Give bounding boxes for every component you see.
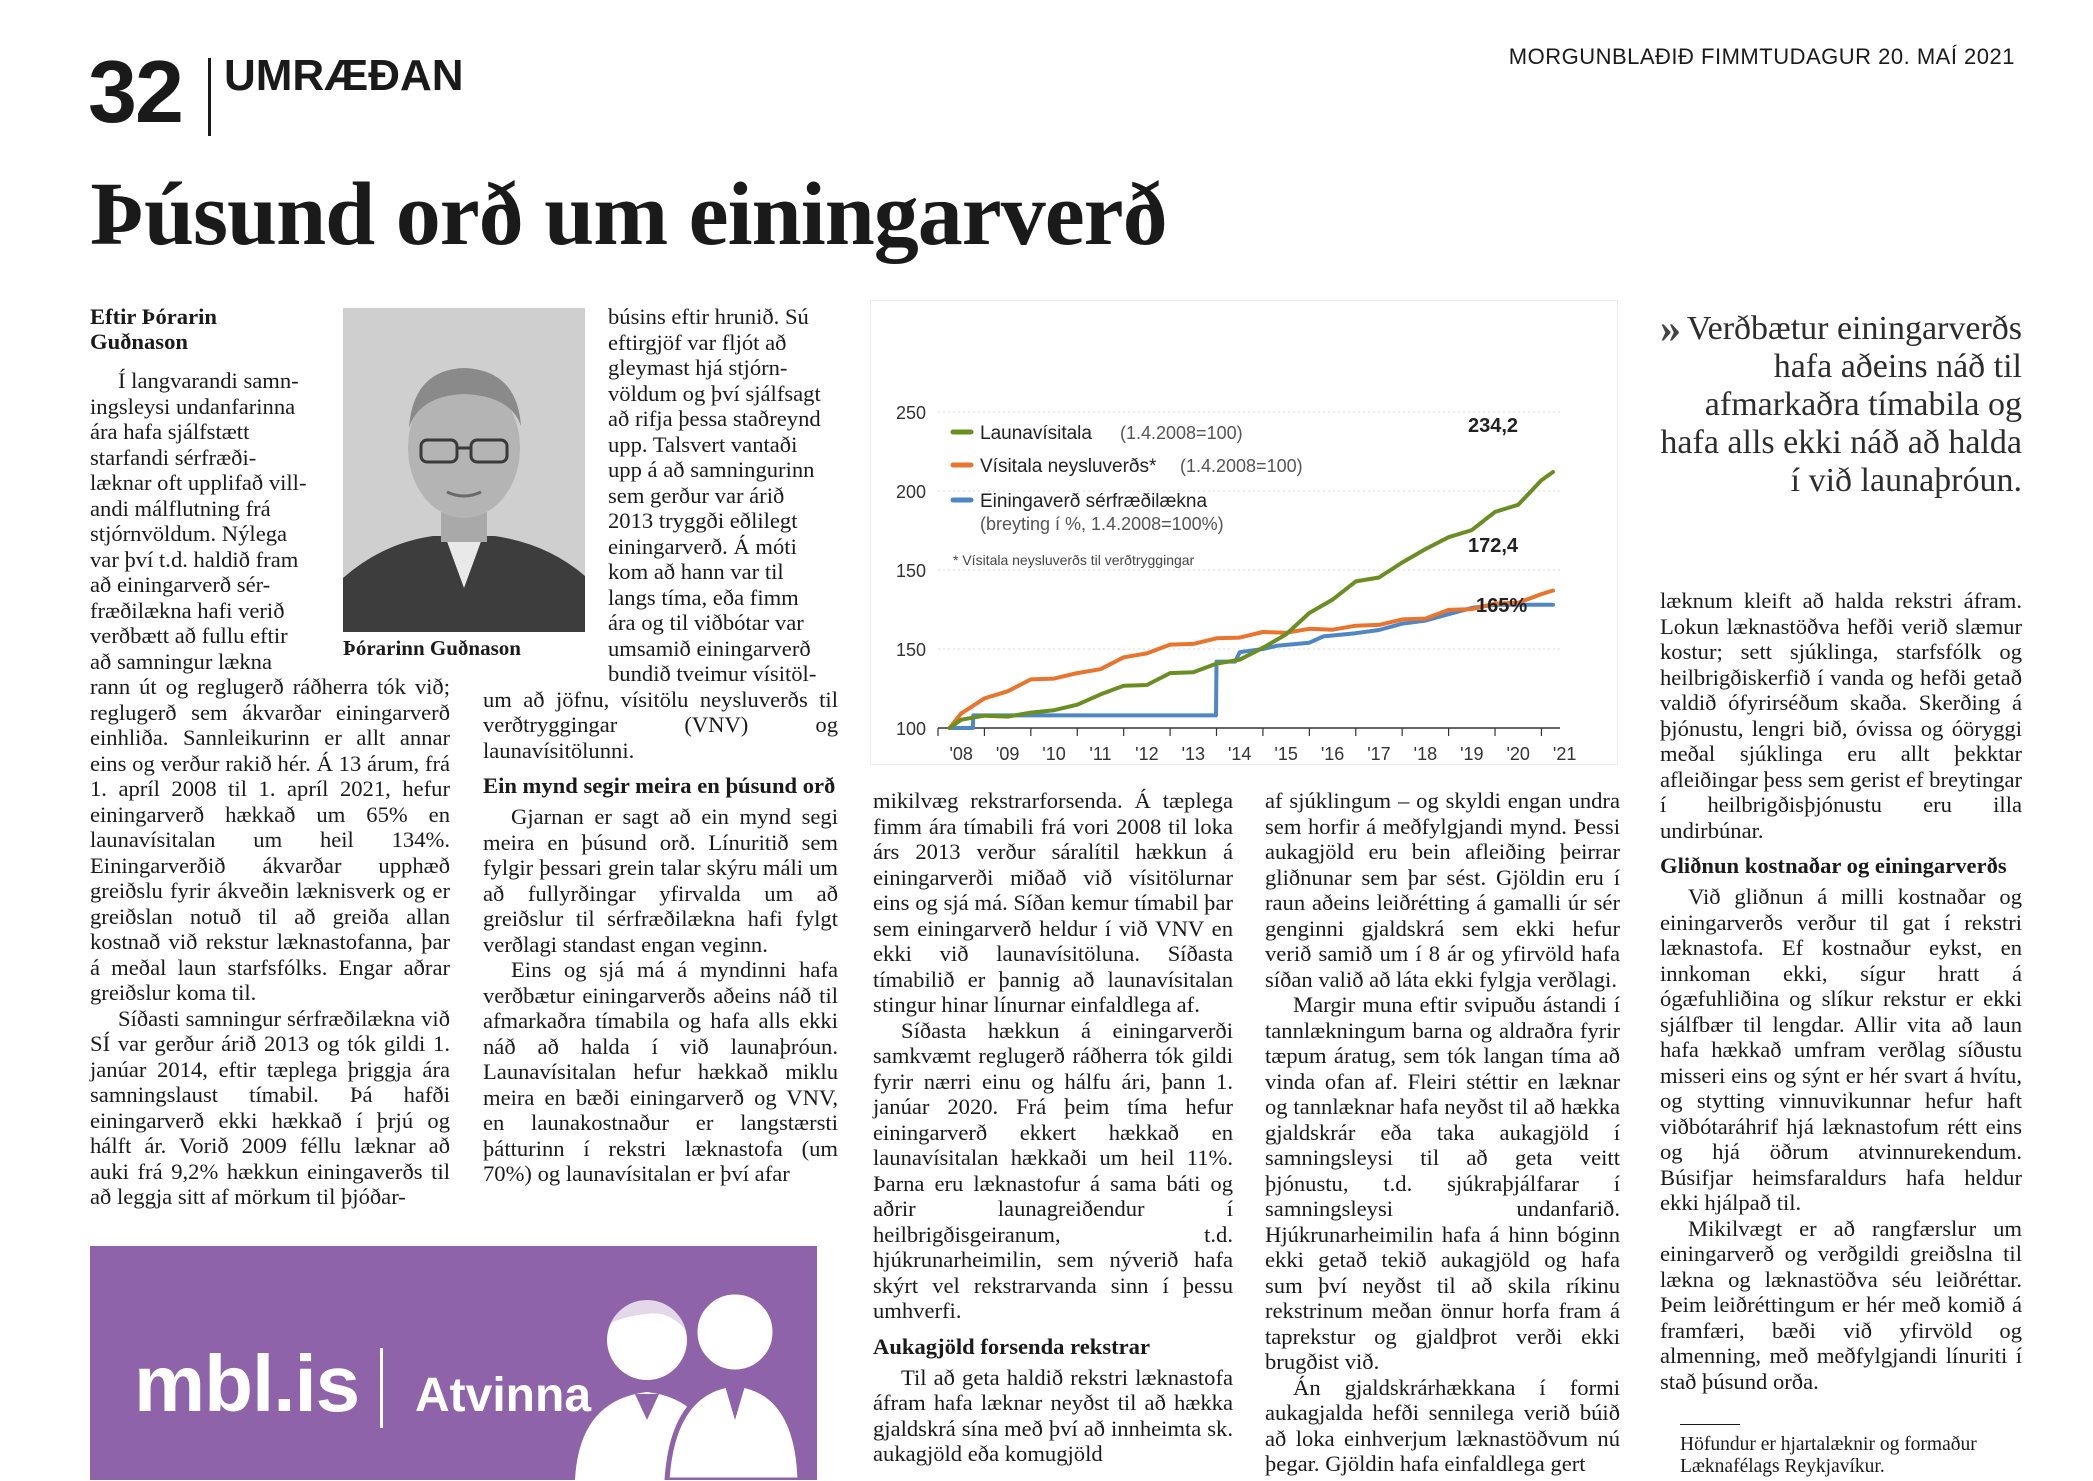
paragraph: Mikilvægt er að rangfærslur um einingarverð og verðgildi greiðslna til lækna og læknastöðva séu leiðréttar. Þeim leiðréttingum er hér með komið á framfæri, bæði við yfirvöld og almenning, með meðfylgjandi línuriti í stað þúsund orða. — [1660, 1215, 2022, 1394]
narrow-line: upp á að samningurinn — [608, 457, 815, 482]
lead-line: stjórnvöldum. Nýlega — [90, 521, 288, 546]
narrow-line: búsins eftir hrunið. Sú — [608, 304, 809, 329]
y-tick-label: 100 — [895, 719, 926, 739]
x-tick-label: '09 — [995, 744, 1020, 764]
x-tick-label: '17 — [1367, 744, 1391, 764]
section-title: UMRÆÐAN — [224, 51, 464, 100]
narrow-line: ára og til viðbótar var — [608, 610, 804, 635]
page-number: 32 — [88, 42, 182, 141]
narrow-line: sem gerður var árið — [608, 482, 785, 508]
paragraph: Við gliðnun á milli kostnaðar og einingarverðs verður til gat í rekstri læknastofa. Ef kostnaður eykst, en innkoman ekki, sígur hratt á ógæfuhliðina og slíkur rekstur er ekki sjálfbær til lengdar. Allir vita að laun hafa hækkað umfram verðlag síðustu misseri eins og sýnt er hér svart á hvítu, og stytting vinnuvikunnar hefur haft viðbótaráhrif hjá læknastofum rétt eins og hjá öðrum atvinnurekendum. Búsifjar heimsfaraldurs hafa heldur ekki hjálpað til. — [1660, 884, 2022, 1215]
narrow-line: völdum og því sjálfsagt — [608, 380, 821, 406]
narrow-line: upp. Talsvert vantaði — [608, 431, 798, 457]
subheading: Ein mynd segir meira en þúsund orð — [483, 773, 836, 798]
x-tick-label: '08 — [949, 744, 973, 764]
paragraph: Til að geta haldið rekstri læknastofa áfram hafa læknar neyðst til að hækka gjaldskrá sína með því að innheimta sk. aukagjöld eða komugjöld — [873, 1364, 1233, 1466]
paragraph: af sjúklingum – og skyldi engan undra sem horfir á meðfylgjandi mynd. Þessi aukagjöld eru bein afleiðing þeirrar gliðnunar sem þar sést. Gjöldin eru í raun aðeins leiðrétting á gamalli úr sér genginni gjaldskrá sem ekki hefur verið samið um í 8 ár og yfirvöld hafa síðan valið að láta ekki fylgja verðlagi. — [1265, 788, 1620, 992]
narrow-line: eftirgjöf var fljót að — [608, 329, 787, 355]
lead-line: fræðilækna hafi verið — [90, 597, 285, 623]
x-tick-label: '14 — [1227, 744, 1252, 764]
y-tick-label: 150 — [895, 561, 926, 581]
x-tick-label: '21 — [1552, 744, 1577, 764]
legend-entry: Einingaverð sérfræðilækna — [980, 491, 1208, 512]
column-5 — [1660, 588, 2022, 1394]
x-tick-label: '10 — [1042, 744, 1066, 764]
x-tick-label: '18 — [1413, 744, 1438, 764]
column-3 — [873, 788, 1233, 1467]
x-tick-label: '13 — [1181, 744, 1206, 764]
dateline: MORGUNBLAÐIÐ FIMMTUDAGUR 20. MAÍ 2021 — [1508, 44, 2015, 69]
narrow-line: umsamið einingarverð — [608, 635, 811, 661]
quote-mark: » — [1660, 306, 1681, 352]
narrow-line: að rifja þessa staðreynd — [608, 406, 821, 431]
x-tick-label: '11 — [1089, 744, 1112, 764]
paragraph: Síðasti samningur sérfræðilækna við SÍ var gerður árið 2013 og tók gildi 1. janúar 2014, eftir tæplega þriggja ára samningslaust tímabil. Þá hafði einingarverð ekki hækkað í þrjú og hálft ár. Vorið 2009 féllu læknar að auki frá 9,2% hækkun einingaverðs til að leggja sitt af mörkum til þjóðar- — [90, 1005, 450, 1209]
legend-note: (1.4.2008=100) — [1120, 423, 1243, 443]
lead-line: að samningur lækna — [90, 648, 272, 674]
header-divider — [208, 58, 211, 136]
y-tick-label: 250 — [895, 403, 926, 423]
legend-note: (breyting í %, 1.4.2008=100%) — [980, 514, 1224, 534]
legend-entry: Launavísitala — [980, 423, 1092, 444]
x-tick-label: '12 — [1135, 744, 1159, 764]
paragraph: Margir muna eftir svipuðu ástandi í tannlækningum barna og aldraðra fyrir tæpum áratug, sem tók langan tíma að vinda ofan af. Fleiri stéttir en læknar og tannlæknar hafa neyðst til að hækka gjaldskrár eða taka aukagjöld í samningsleysi til að geta veitt þjónustu, t.d. sjúkraþjálfarar í samningsleysi undanfarið. Hjúkrunarheimilin hafa á hinn bóginn ekki getað tekið aukagjöld og hafa sum því neyðst til að skila ríkinu rekstrinum meðan önnur horfa fram á taprekstur og gjaldþrot verði ekki brugðist við. — [1265, 992, 1620, 1374]
pull-quote — [1660, 306, 2022, 500]
series-end-label: 165% — [1476, 595, 1528, 617]
legend-note: (1.4.2008=100) — [1180, 456, 1303, 476]
lead-line: ingsleysi undanfarinna — [90, 393, 296, 419]
series-end-label: 172,4 — [1468, 535, 1519, 557]
lead-line: Í langvarandi samn- — [118, 368, 299, 393]
ad-divider — [380, 1348, 383, 1428]
column-4 — [1265, 788, 1620, 1477]
lead-line: var því t.d. haldið fram — [90, 546, 299, 572]
line-chart — [870, 300, 1618, 765]
y-tick-label: 150 — [895, 640, 926, 660]
author-footnote: Höfundur er hjartalæknir og formaður Læknafélags Reykjavíkur. — [1680, 1434, 1977, 1477]
series-end-label: 234,2 — [1468, 415, 1519, 437]
lead-narrow-lines — [90, 368, 335, 674]
paragraph: mikilvæg rekstrarforsenda. Á tæplega fimm ára tímabili frá vori 2008 til loka árs 2013 verður sáralítil hækkun á einingarverði miðað við vísitölurnar eins og sjá má. Síðan kemur tímabil þar sem einingarverð heldur í við VNV en ekki við launavísitöluna. Síðasta tímabilið er þannig að launavísitalan stingur hinar línurnar einfaldlega af. — [873, 788, 1233, 1017]
paragraph: Án gjaldskrárhækkana í formi aukagjalda hefði sennilega verið búið að loka einhverjum læknastöðvum nú þegar. Gjöldin hafa einfaldlega gert — [1265, 1374, 1620, 1476]
byline-line-2: Guðnason — [90, 329, 188, 354]
x-tick-label: '15 — [1274, 744, 1298, 764]
narrow-line: kom að hann var til — [608, 559, 784, 584]
pull-quote-text: Verðbætur einingarverðs hafa aðeins náð til afmarkaðra tímabila og hafa alls ekki náð að halda í við launaþróun. — [1660, 310, 2022, 499]
paragraph: um að jöfnu, vísitölu neysluverðs til verðtryggingar (VNV) og launavísitölunni. — [483, 686, 838, 763]
x-tick-label: '19 — [1460, 744, 1484, 764]
narrow-line: bundið tveimur vísitöl- — [608, 661, 817, 686]
paragraph: rann út og reglugerð ráðherra tók við; reglugerð sem ákvarðar einingarverð einhliða. Sannleikurinn er allt annar eins og verður rakið hér. Á 13 árum, frá 1. apríl 2008 til 1. apríl 2021, hefur einingarverð hækkað um 65% en launavísitalan um heil 134%. Einingarverðið ákvarðar upphæð greiðslu fyrir ákveðin læknisverk og er greiðslan notuð til að greiða allan kostnað við rekstur læknastofanna, þar á meðal laun starfsfólks. Engar aðrar greiðslur koma til. — [90, 674, 450, 1005]
headline: Þúsund orð um einingarverð — [90, 165, 1167, 264]
lead-line: að einingarverð sér- — [90, 572, 271, 597]
narrow-line: langs tíma, eða fimm — [608, 584, 799, 610]
subheading: Gliðnun kostnaðar og einingarverðs — [1660, 853, 2007, 878]
paragraph: Gjarnan er sagt að ein mynd segi meira en þúsund orð. Línuritið sem fylgir þessari grein talar skýru máli um að fullyrðingar yfirvalda um að greiðslur til sérfræðilækna hafi fylgt verðlagi standast engan veginn. — [483, 804, 838, 957]
x-tick-label: '16 — [1320, 744, 1345, 764]
people-icon — [575, 1270, 800, 1480]
ad-logo[interactable]: mbl.is — [134, 1339, 360, 1428]
top-narrow-lines — [608, 304, 838, 687]
photo-caption: Þórarinn Guðnason — [343, 636, 521, 660]
lead-line: starfandi sérfræði- — [90, 444, 257, 470]
lead-line: ára hafa sjálfstætt — [90, 419, 250, 444]
narrow-line: gleymast hjá stjórn- — [608, 355, 788, 380]
chart-footnote: * Vísitala neysluverðs til verðtryggingar — [953, 552, 1195, 568]
ad-label[interactable]: Atvinna — [415, 1369, 592, 1422]
y-tick-label: 200 — [895, 482, 926, 502]
byline-line-1: Eftir Þórarin — [90, 304, 217, 329]
paragraph: Síðasta hækkun á einingarverði samkvæmt reglugerð ráðherra tók gildi fyrir nærri einu og hálfu ári, þann 1. janúar 2020. Frá þeim tíma hefur einingarverð ekkert hækkað en launavísitalan hækkaði um heil 11%. Þarna eru læknastofur á sama báti og aðrir launagreiðendur í heilbrigðisgeiranum, t.d. hjúkrunarheimilin, sem nýverið hafa skýrt vel rekstrarvanda sinn í þessu umhverfi. — [873, 1017, 1233, 1323]
lead-line: andi málflutning frá — [90, 495, 271, 521]
narrow-line: 2013 tryggði eðlilegt — [608, 508, 798, 533]
column-2 — [483, 304, 838, 1187]
paragraph: Eins og sjá má á myndinni hafa verðbætur einingarverðs aðeins náð til afmarkaðra tímabila og hafa alls ekki náð að halda í við launaþróun. Launavísitalan hefur hækkað miklu meira en bæði einingarverð og VNV, en launakostnaður er langstærsti þátturinn í rekstri læknastofa (um 70%) og launavísitalan er því afar — [483, 957, 838, 1186]
legend-entry: Vísitala neysluverðs* — [980, 456, 1157, 477]
paragraph: læknum kleift að halda rekstri áfram. Lokun læknastöðva hefði verið slæmur kostur; sett sjúklinga, starfsfólk og heilbrigðiskerfið í vanda og hefði getað valdið ófyrirséðum skaða. Skerðing á þjónustu, lengri bið, óvissa og óöryggi meðal sjúklinga eru allt þekktar afleiðingar þess sem gerist ef breytingar í heilbrigðisþjónustu eru illa undirbúnar. — [1660, 588, 2022, 843]
footnote-rule — [1680, 1424, 1740, 1425]
subheading: Aukagjöld forsenda rekstrar — [873, 1333, 1150, 1359]
lead-line: verðbætt að fullu eftir — [90, 623, 288, 648]
x-tick-label: '20 — [1506, 744, 1530, 764]
narrow-line: einingarverð. Á móti — [608, 533, 797, 559]
lead-line: læknar oft upplifað vill- — [90, 470, 307, 495]
